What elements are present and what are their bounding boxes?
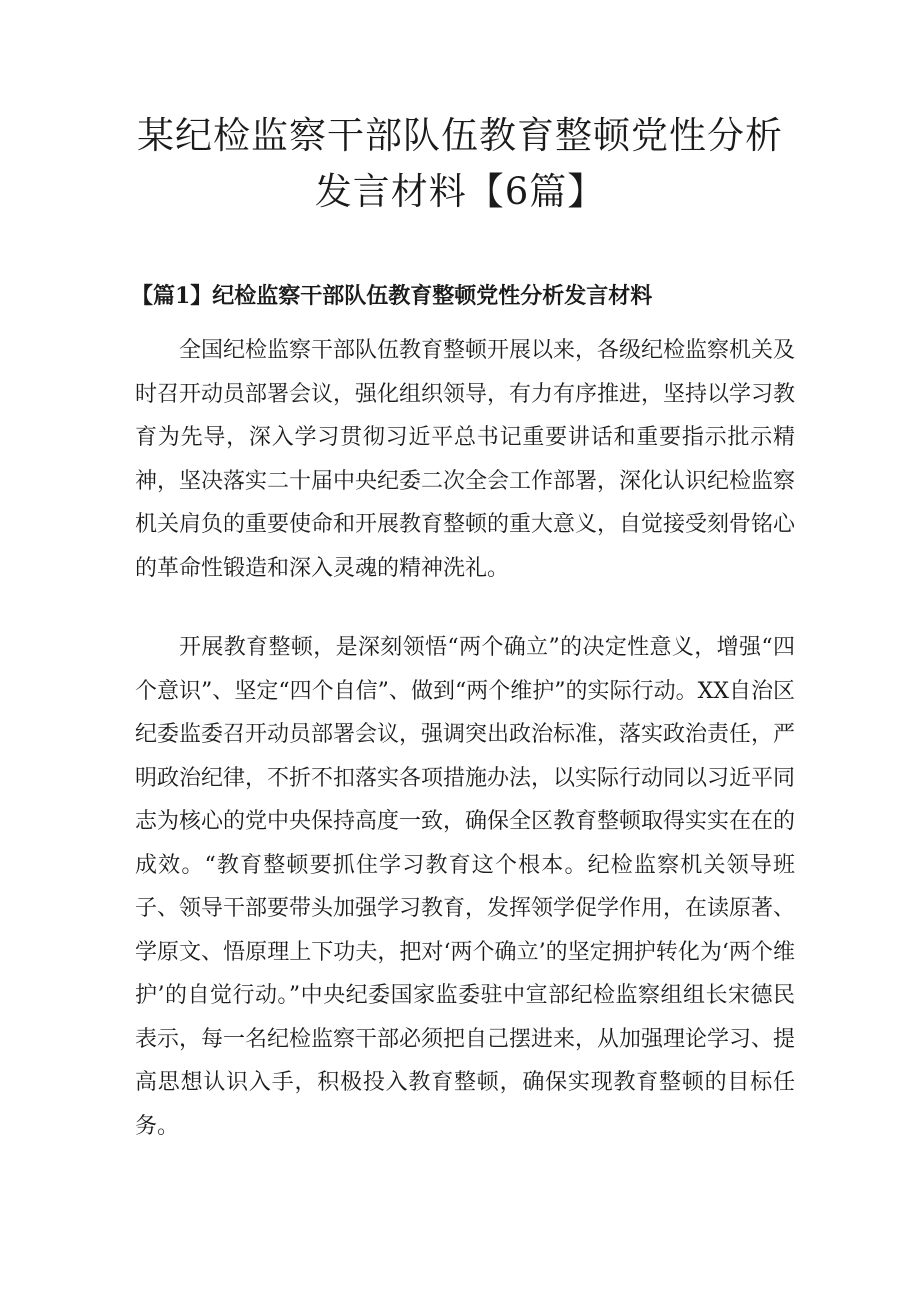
section-heading: 【篇1】纪检监察干部队伍教育整顿党性分析发言材料 <box>131 283 653 309</box>
paragraph-2: 开展教育整顿，是深刻领悟“两个确立”的决定性意义，增强“四个意识”、坚定“四个自信”、做到“两个维护”的实际行动。XX自治区纪委监委召开动员部署会议，强调突出政治标准，落实政治责任，严明政治纪律，不折不扣落实各项措施办法，以实际行动同以习近平同志为核心的党中央保持高度一致，确保全区教育整顿取得实实在在的成效。“教育整顿要抓住学习教育这个根本。纪检监察机关领导班子、领导干部要带头加强学习教育，发挥领学促学作用，在读原著、学原文、悟原理上下功夫，把对‘两个确立’的坚定拥护转化为‘两个维护’的自觉行动。”中央纪委国家监委驻中宣部纪检监察组组长宋德民表示，每一名纪检监察干部必须把自己摆进来，从加强理论学习、提高思想认识入手，积极投入教育整顿，确保实现教育整顿的目标任务。 <box>135 635 796 1139</box>
paragraph-1: 全国纪检监察干部队伍教育整顿开展以来，各级纪检监察机关及时召开动员部署会议，强化组织领导，有力有序推进，坚持以学习教育为先导，深入学习贯彻习近平总书记重要讲话和重要指示批示精神，坚决落实二十届中央纪委二次全会工作部署，深化认识纪检监察机关肩负的重要使命和开展教育整顿的重大意义，自觉接受刻骨铭心的革命性锻造和深入灵魂的精神洗礼。 <box>135 338 796 581</box>
document-title: 某纪检监察干部队伍教育整顿党性分析发言材料【6篇】 <box>137 114 783 213</box>
